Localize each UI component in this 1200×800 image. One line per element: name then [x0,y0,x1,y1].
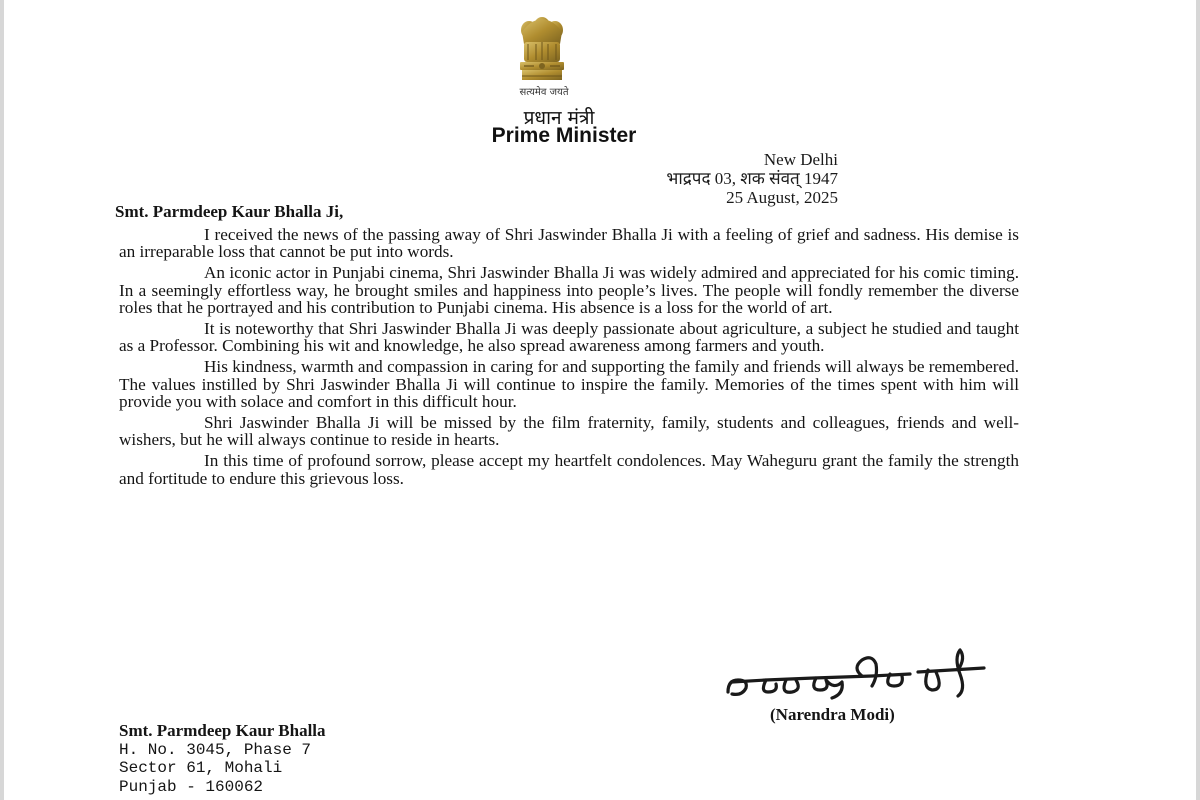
dateline-gregorian-date: 25 August, 2025 [726,188,838,207]
paragraph-3: It is noteworthy that Shri Jaswinder Bhalla Ji was deeply passionate about agriculture, a subject he studied and taught as a Professor. Combining his wit and knowledge, he also spread awareness among farmers and youth. [119,319,1019,356]
signature-graphic [722,642,1012,704]
recipient-address [119,722,326,796]
paragraph-2: An iconic actor in Punjabi cinema, Shri Jaswinder Bhalla Ji was widely admired and appreciated for his comic timing. In a seemingly effortless way, he brought smiles and happiness into people’s lives. The people will fondly remember the diverse roles that he portrayed and his contribution to Punjabi cinema. His absence is a loss for the world of art. [119,263,1019,318]
address-line-2: Sector 61, Mohali [119,759,283,777]
handwritten-signature-icon [722,642,1012,704]
recipient-name: Smt. Parmdeep Kaur Bhalla [119,721,326,740]
paragraph-6: In this time of profound sorrow, please accept my heartfelt condolences. May Waheguru grant the family the strength and fortitude to endure this grievous loss. [119,451,1019,488]
paragraph-5: Shri Jaswinder Bhalla Ji will be missed by the film fraternity, family, students and colleagues, friends and well-wishers, but he will always continue to reside in hearts. [119,413,1019,450]
dateline [666,150,838,207]
emblem-graphic [510,14,574,86]
dateline-place: New Delhi [763,150,838,169]
paragraph-4: His kindness, warmth and compassion in caring for and supporting the family and friends will always be remembered. The values instilled by Shri Jaswinder Bhalla Ji will continue to inspire the family. Memories of the times spent with him will provide you with solace and comfort in this difficult hour. [119,357,1019,412]
paragraph-1: I received the news of the passing away of Shri Jaswinder Bhalla Ji with a feeling of grief and sadness. His demise is an irreparable loss that cannot be put into words. [119,225,1019,262]
dateline-saka-date: भाद्रपद 03, शक संवत् 1947 [666,169,838,188]
address-line-1: H. No. 3045, Phase 7 [119,740,312,759]
address-line-3: Punjab - 160062 [119,777,264,796]
salutation: Smt. Parmdeep Kaur Bhalla Ji, [115,202,344,221]
letter-body [119,226,1019,491]
office-title-english: Prime Minister [491,124,637,147]
signer-name: (Narendra Modi) [770,705,895,724]
emblem-motto: सत्यमेव जयते [519,87,569,98]
office-title-hindi: प्रधान मंत्री [523,107,595,129]
